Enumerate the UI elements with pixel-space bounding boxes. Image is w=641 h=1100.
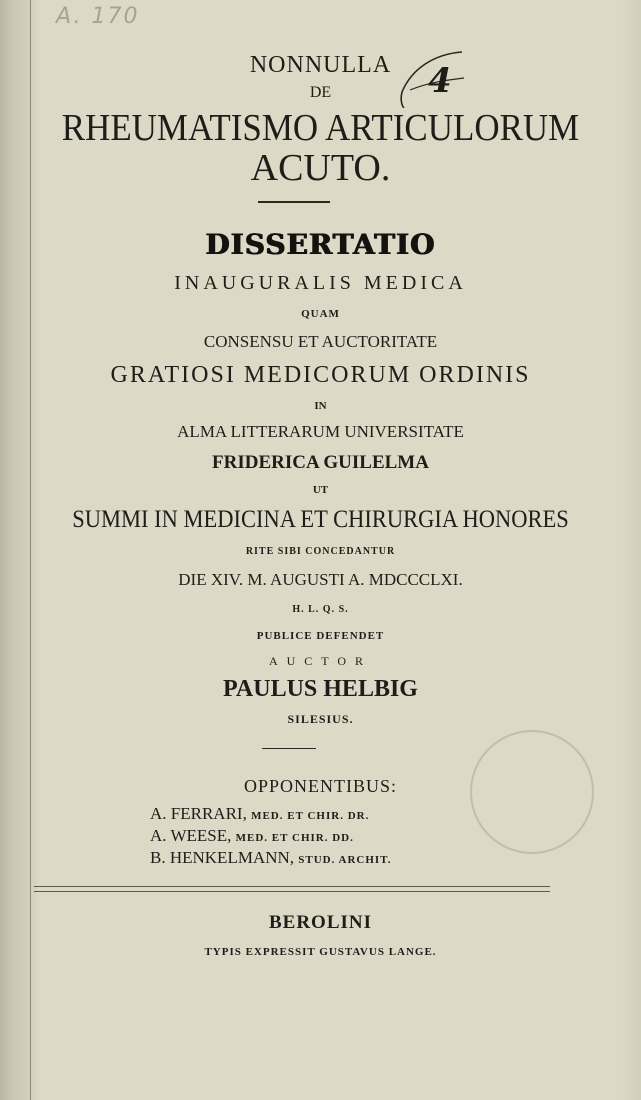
opponent-row bbox=[150, 848, 391, 868]
friderica-line: FRIDERICA GUILELMA bbox=[212, 452, 429, 473]
opponent-title: STUD. ARCHIT. bbox=[298, 854, 392, 866]
alma-line: ALMA LITTERARUM UNIVERSITATE bbox=[177, 422, 464, 441]
opponent-row bbox=[150, 826, 354, 846]
opponent-title: MED. ET CHIR. DD. bbox=[235, 832, 354, 844]
consensu-line: CONSENSU ET AUCTORITATE bbox=[203, 332, 438, 351]
in-line: IN bbox=[314, 400, 327, 412]
ut-line: UT bbox=[312, 484, 329, 496]
publice-line: PUBLICE DEFENDET bbox=[256, 630, 385, 642]
pencil-shelfmark: A. 170 bbox=[56, 4, 140, 29]
opponent-title: MED. ET CHIR. DR. bbox=[251, 810, 370, 822]
hlqs-line: H. L. Q. S. bbox=[292, 604, 349, 615]
double-rule bbox=[34, 886, 550, 892]
svg-text:4: 4 bbox=[428, 61, 452, 101]
summi-line: SUMMI IN MEDICINA ET CHIRURGIA HONORES bbox=[72, 506, 569, 533]
title-rule bbox=[258, 201, 330, 203]
author-name: PAULUS HELBIG bbox=[223, 676, 418, 702]
silesius-line: SILESIUS. bbox=[287, 712, 354, 726]
title-line-1: NONNULLA bbox=[249, 52, 392, 78]
inauguralis-line: INAUGURALIS MEDICA bbox=[174, 272, 467, 294]
printer-line: TYPIS EXPRESSIT GUSTAVUS LANGE. bbox=[204, 946, 437, 958]
opponentibus-heading: OPPONENTIBUS: bbox=[243, 776, 398, 796]
author-rule bbox=[262, 748, 316, 749]
gratiosi-line: GRATIOSI MEDICORUM ORDINIS bbox=[110, 362, 531, 388]
opponent-row bbox=[150, 804, 369, 824]
title-line-2: DE bbox=[309, 84, 332, 101]
opponent-name: A. WEESE, bbox=[150, 826, 232, 845]
opponent-name: A. FERRARI, bbox=[150, 804, 247, 823]
auctor-line: AUCTOR bbox=[268, 654, 373, 668]
date-line: DIE XIV. M. AUGUSTI A. MDCCCLXI. bbox=[178, 570, 463, 589]
dissertatio-heading: DISSERTATIO bbox=[205, 228, 436, 261]
opponent-name: B. HENKELMANN, bbox=[150, 848, 295, 867]
quam-line: QUAM bbox=[301, 308, 340, 320]
title-line-3: RHEUMATISMO ARTICULORUM bbox=[61, 107, 580, 149]
place-berolini: BEROLINI bbox=[268, 912, 373, 933]
rite-line: RITE SIBI CONCEDANTUR bbox=[245, 546, 396, 557]
title-line-4: ACUTO. bbox=[250, 147, 391, 189]
